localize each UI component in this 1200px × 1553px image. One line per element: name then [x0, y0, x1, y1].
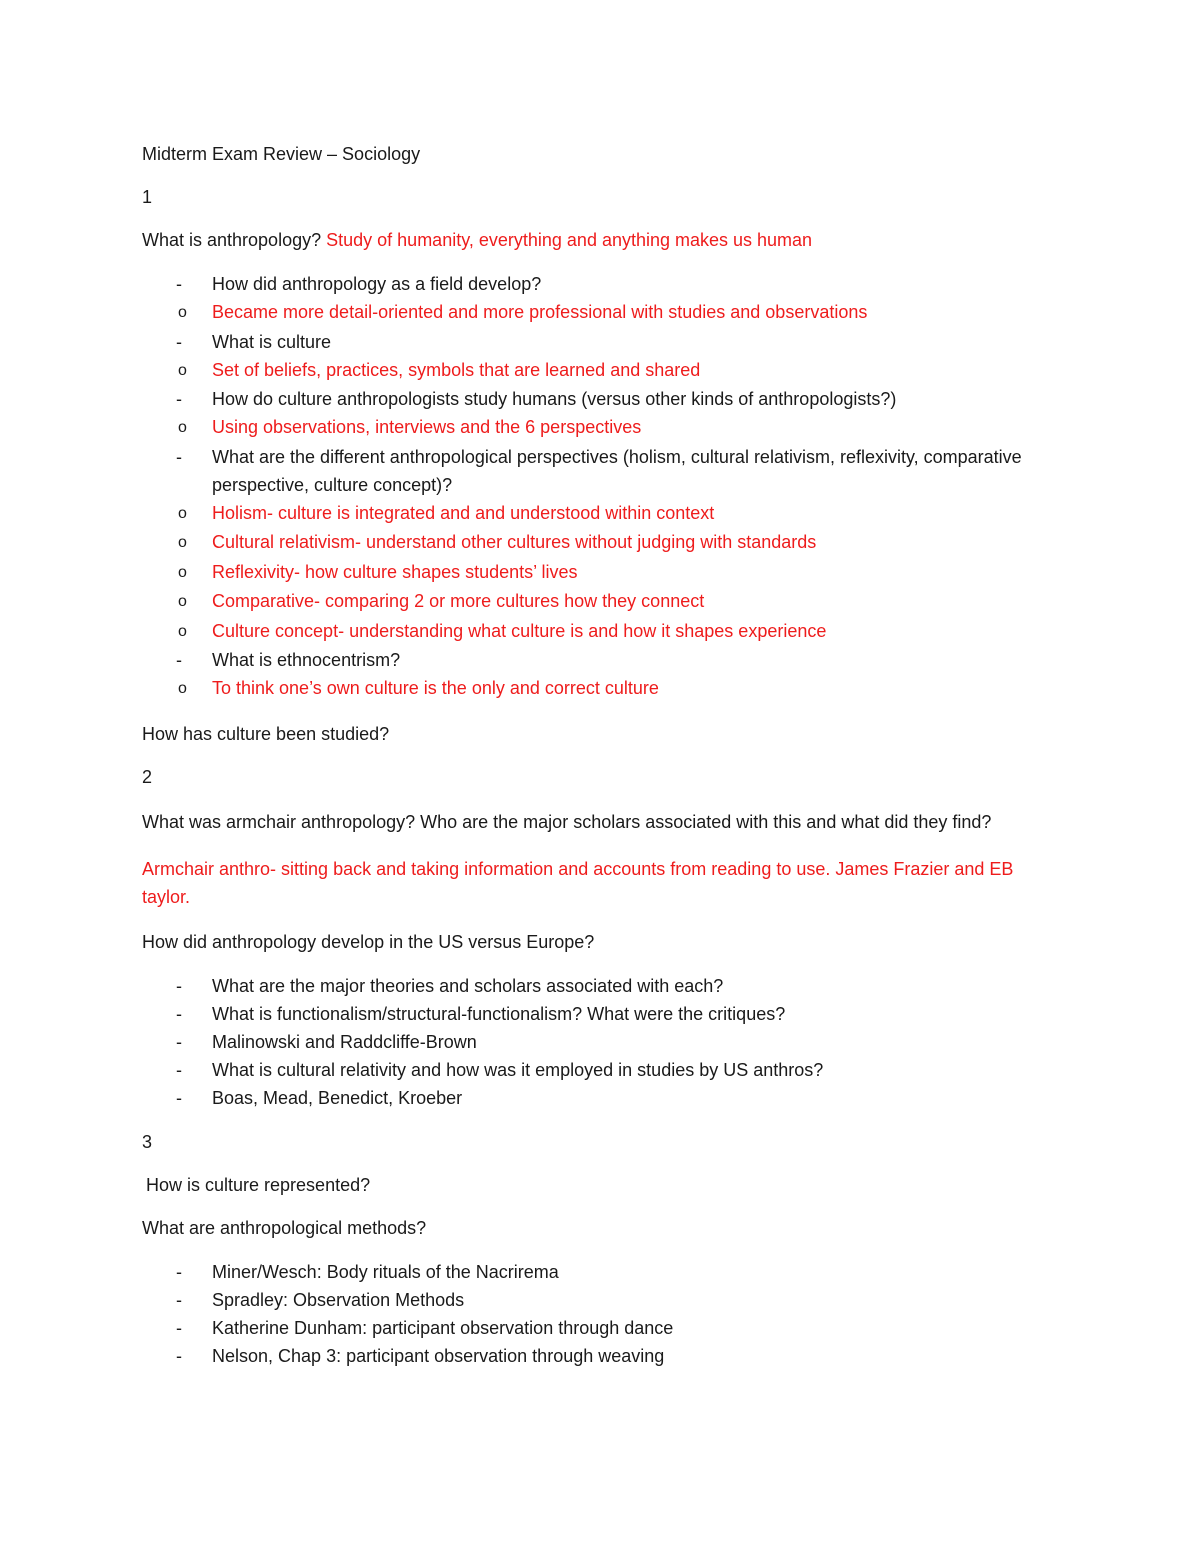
answer-list: [142, 674, 1042, 704]
section-number: 1: [142, 187, 153, 207]
list-item: - Katherine Dunham: participant observation through dance: [142, 1314, 1042, 1342]
question: How is culture represented?: [146, 1174, 371, 1195]
list-item: [142, 385, 1042, 443]
list-item: [142, 443, 1042, 647]
answer-item: o Cultural relativism- understand other cultures without judging with standards: [142, 528, 1042, 558]
document-title: Midterm Exam Review – Sociology: [142, 144, 421, 164]
list-item: [142, 270, 1042, 328]
answer-list: [142, 356, 1042, 386]
list-item: - Boas, Mead, Benedict, Kroeber: [142, 1084, 1042, 1112]
question: How has culture been studied?: [142, 723, 390, 744]
question: [142, 228, 1042, 252]
question: How did anthropology develop in the US versus Europe?: [142, 931, 595, 952]
question-text: How do culture anthropologists study humans (versus other kinds of anthropologists?): [212, 389, 897, 409]
list-item: - What is cultural relativity and how was it employed in studies by US anthros?: [142, 1056, 1042, 1084]
question: What was armchair anthropology? Who are the major scholars associated with this and what did they find?: [142, 811, 992, 832]
question: What are anthropological methods?: [142, 1217, 427, 1238]
question-text: What is ethnocentrism?: [212, 650, 401, 670]
answer-item: o Using observations, interviews and the 6 perspectives: [142, 413, 1042, 443]
answer-list: [142, 499, 1042, 647]
answer-item: o Culture concept- understanding what culture is and how it shapes experience: [142, 617, 1042, 647]
question-text: What is culture: [212, 331, 332, 352]
section-number: 3: [142, 1131, 153, 1152]
question-text: What are the different anthropological perspectives (holism, cultural relativism, reflexivity, comparative perspective, culture concept)?: [212, 446, 1022, 495]
answer-item: o Set of beliefs, practices, symbols that are learned and shared: [142, 356, 1042, 386]
answer-item: o Reflexivity- how culture shapes students’ lives: [142, 558, 1042, 588]
list-item: - Spradley: Observation Methods: [142, 1286, 1042, 1314]
answer-list: [142, 413, 1042, 443]
document-body: [142, 142, 1042, 1370]
list-item: [142, 646, 1042, 704]
list-item: - Miner/Wesch: Body rituals of the Nacrirema: [142, 1258, 1042, 1286]
answer-paragraph: Armchair anthro- sitting back and taking information and accounts from reading to use. James Frazier and EB taylor.: [142, 858, 1014, 907]
list-item: - Nelson, Chap 3: participant observation through weaving: [142, 1342, 1042, 1370]
answer-item: o To think one’s own culture is the only and correct culture: [142, 674, 1042, 704]
answer-list: [142, 298, 1042, 328]
question-text: What is anthropology?: [142, 230, 322, 250]
list-item: [142, 328, 1042, 386]
section-number: 2: [142, 766, 153, 787]
reading-list: [142, 1258, 1042, 1370]
answer-text: Study of humanity, everything and anything makes us human: [326, 230, 813, 250]
list-item: - Malinowski and Raddcliffe-Brown: [142, 1028, 1042, 1056]
question-list: [142, 972, 1042, 1112]
answer-item: o Became more detail-oriented and more professional with studies and observations: [142, 298, 1042, 328]
question-text: How did anthropology as a field develop?: [212, 274, 542, 294]
list-item: - What is functionalism/structural-functionalism? What were the critiques?: [142, 1000, 1042, 1028]
question-list: [142, 270, 1042, 704]
answer-item: o Comparative- comparing 2 or more cultures how they connect: [142, 587, 1042, 617]
list-item: - What are the major theories and scholars associated with each?: [142, 972, 1042, 1000]
answer-item: o Holism- culture is integrated and and understood within context: [142, 499, 1042, 529]
